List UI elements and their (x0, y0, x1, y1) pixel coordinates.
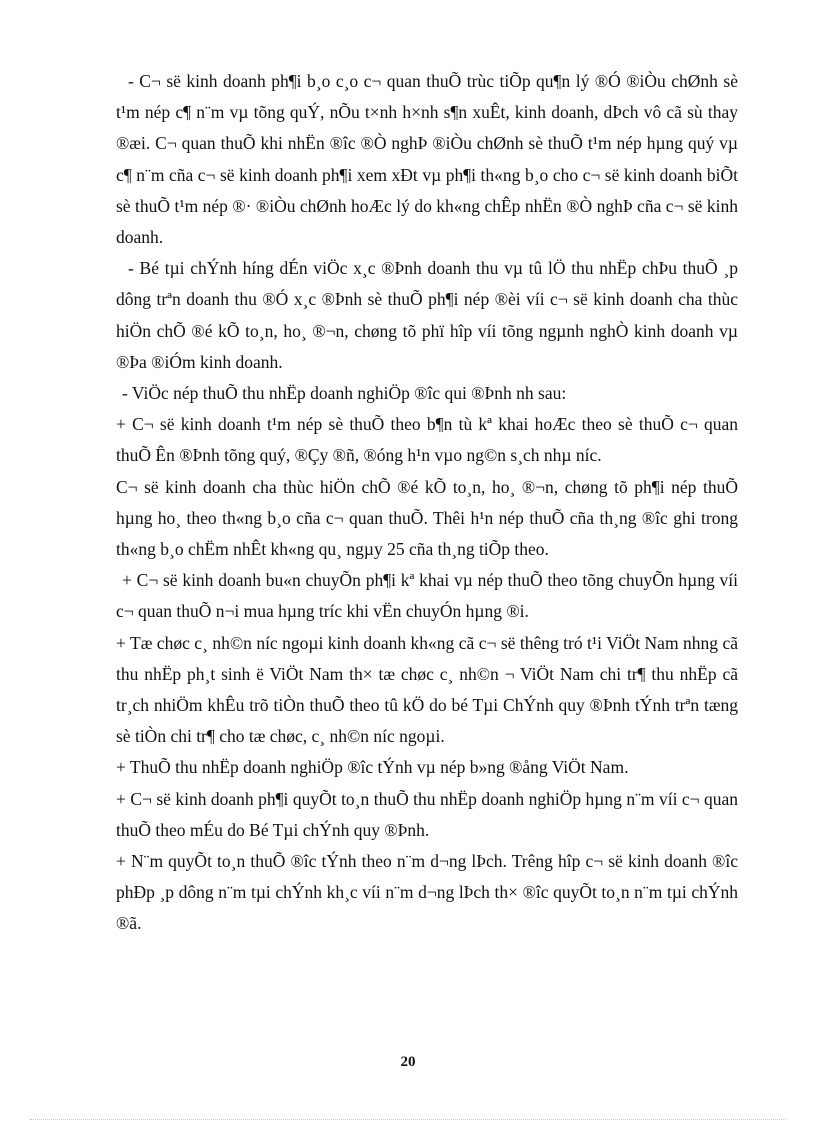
page-number: 20 (400, 1054, 416, 1070)
paragraph-6: + C¬ së kinh doanh bu«n chuyÕn ph¶i kª khai vµ nép thuÕ theo tõng chuyÕn hµng víi c¬ quan thuÕ n¬i mua hµng tríc khi vËn chuyÓn hµng ®i. (116, 570, 738, 622)
paragraph-3: - ViÖc nép thuÕ thu nhËp doanh nghiÖp ®îc qui ®Þnh nh sau: (122, 383, 567, 404)
paragraph-1: - C¬ së kinh doanh ph¶i b¸o c¸o c¬ quan thuÕ trùc tiÕp qu¶n lý ®Ó ®iÒu chØnh sè t¹m nép c¶ n¨m vµ tõng quÝ, nÕu t×nh h×nh s¶n xuÊt, kinh doanh, dÞch vô cã sù thay ®æi. C¬ quan thuÕ khi nhËn ®îc ®Ò nghÞ ®iÒu chØnh sè thuÕ t¹m nép hµng quý vµ c¶ n¨m cña c¬ së kinh doanh ph¶i xem xÐt vµ ph¶i th«ng b¸o cho c¬ së kinh doanh biÕt sè thuÕ t¹m nép ®· ®iÒu chØnh hoÆc lý do kh«ng chÊp nhËn ®Ò nghÞ cña c¬ së kinh doanh. (116, 71, 738, 248)
document-page (116, 66, 738, 940)
paragraph-10: + N¨m quyÕt to¸n thuÕ ®îc tÝnh theo n¨m d¬ng lÞch. Trêng hîp c¬ së kinh doanh ®îc phÐp ¸p dông n¨m tµi chÝnh kh¸c víi n¨m d¬ng lÞch th× ®îc quyÕt to¸n n¨m tµi chÝnh ®ã. (116, 851, 738, 934)
paragraph-8: + ThuÕ thu nhËp doanh nghiÖp ®îc tÝnh vµ nép b»ng ®ång ViÖt Nam. (116, 757, 629, 778)
paragraph-4: + C¬ së kinh doanh t¹m nép sè thuÕ theo b¶n tù kª khai hoÆc theo sè thuÕ c¬ quan thuÕ Ên ®Þnh tõng quý, ®Çy ®ñ, ®óng h¹n vµo ng©n s¸ch nhµ níc. (116, 414, 738, 466)
paragraph-2: - Bé tµi chÝnh híng dÉn viÖc x¸c ®Þnh doanh thu vµ tû lÖ thu nhËp chÞu thuÕ ¸p dông trªn doanh thu ®Ó x¸c ®Þnh sè thuÕ ph¶i nép ®èi víi c¬ së kinh doanh cha thùc hiÖn chÕ ®é kÕ to¸n, ho¸ ®¬n, chøng tõ phï hîp víi tõng ngµnh nghÒ kinh doanh vµ ®Þa ®iÓm kinh doanh. (116, 258, 738, 372)
footer-divider (30, 1119, 786, 1120)
paragraph-9: + C¬ së kinh doanh ph¶i quyÕt to¸n thuÕ thu nhËp doanh nghiÖp hµng n¨m víi c¬ quan thuÕ theo mÉu do Bé Tµi chÝnh quy ®Þnh. (116, 788, 738, 840)
paragraph-5: C¬ së kinh doanh cha thùc hiÖn chÕ ®é kÕ to¸n, ho¸ ®¬n, chøng tõ ph¶i nép thuÕ hµng ho¸ theo th«ng b¸o cña c¬ quan thuÕ. Thêi h¹n nép thuÕ cña th¸ng ®îc ghi trong th«ng b¸o chËm nhÊt kh«ng qu¸ ngµy 25 cña th¸ng tiÕp theo. (116, 476, 738, 560)
paragraph-7: + Tæ chøc c¸ nh©n níc ngoµi kinh doanh kh«ng cã c¬ së thêng tró t¹i ViÖt Nam nhng cã thu nhËp ph¸t sinh ë ViÖt Nam th× tæ chøc c¸ nh©n ¬ ViÖt Nam chi tr¶ thu nhËp cã tr¸ch nhiÖm khÊu trõ tiÒn thuÕ theo tû kÖ do bé Tµi ChÝnh quy ®Þnh tÝnh trªn tæng sè tiÒn chi tr¶ cho tæ chøc, c¸ nh©n níc ngoµi. (116, 632, 738, 747)
